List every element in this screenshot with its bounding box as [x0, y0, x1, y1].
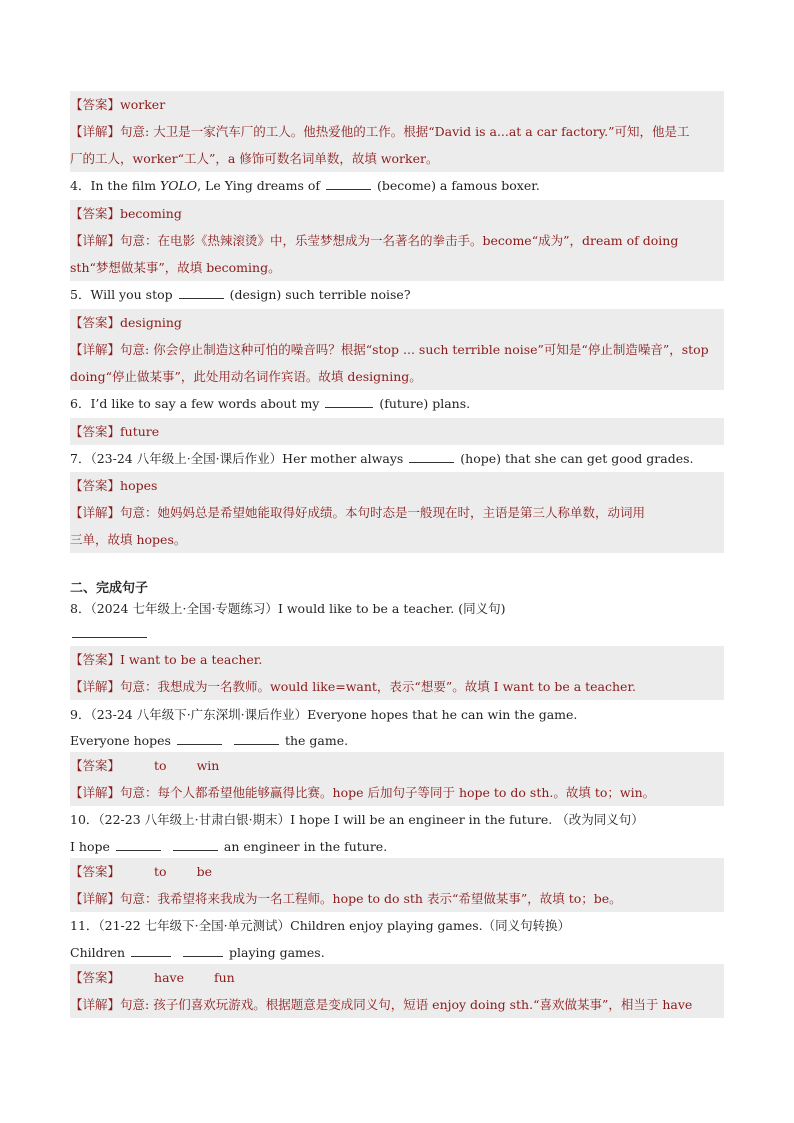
answer-tag: 【答案】 [70, 315, 121, 330]
answer-text: future [120, 424, 160, 439]
answer-line [70, 200, 724, 227]
question-source: （2024 七年级上·全国·专题练习） [90, 601, 278, 616]
answer-blank[interactable] [131, 943, 171, 957]
answer-text: I want to be a teacher. [120, 652, 263, 667]
answer-blank[interactable] [326, 176, 371, 190]
question-number: 11． [70, 918, 99, 933]
detail-line-cont [70, 145, 724, 172]
answer-line [70, 472, 724, 499]
answer-blank[interactable] [72, 624, 147, 638]
detail-line-cont [70, 363, 724, 390]
answer-tag: 【答案】 [70, 652, 121, 667]
question-text: Children [70, 945, 126, 960]
answer-line [70, 752, 724, 779]
detail-text: 厂的工人，worker“工人”，a 修饰可数名词单数，故填 worker。 [70, 151, 439, 166]
detail-text: 句意: 你会停止制造这种可怕的噪音吗？根据“stop ... such terrible noise”可知是“停止制造噪音”，stop [120, 342, 709, 357]
question-text: I hope [70, 839, 110, 854]
question-4 [70, 172, 724, 199]
detail-tag: 【详解】 [70, 679, 121, 694]
question-text: Children enjoy playing games.（同义句转换） [290, 918, 571, 933]
detail-text: 句意：在电影《热辣滚烫》中，乐莹梦想成为一名著名的拳击手。become“成为”，dream of doing [120, 233, 679, 248]
detail-tag: 【详解】 [70, 891, 121, 906]
question-source: （21-22 七年级下·全国·单元测试） [98, 918, 291, 933]
question-text: In the film [90, 178, 157, 193]
answer-line [70, 309, 724, 336]
question-source: （23-24 八年级下·广东深圳·课后作业） [90, 707, 308, 722]
answer-blank[interactable] [173, 837, 218, 851]
detail-text: 句意：每个人都希望他能够赢得比赛。hope 后加句子等同于 hope to do sth.。故填 to；win。 [120, 785, 656, 800]
answer-tag: 【答案】 [70, 424, 121, 439]
question-11-fill [70, 939, 724, 966]
question-text: Everyone hopes that he can win the game. [307, 707, 578, 722]
answer-blank[interactable] [409, 449, 454, 463]
answer-line [70, 91, 724, 118]
question-9 [70, 701, 724, 728]
question-7 [70, 445, 724, 472]
detail-line [70, 885, 724, 912]
detail-line-cont [70, 254, 724, 281]
question-text: (hope) that she can get good grades. [460, 451, 694, 466]
question-text: the game. [284, 733, 349, 748]
answer-line [70, 646, 724, 673]
detail-text: sth“梦想做某事”，故填 becoming。 [70, 260, 281, 275]
detail-text: 句意: 大卫是一家汽车厂的工人。他热爱他的工作。根据“David is a...at a car factory.”可知，他是工 [120, 124, 690, 139]
detail-line [70, 779, 724, 806]
answer-line [70, 964, 724, 991]
detail-text: 句意：我想成为一名教师。would like=want，表示“想要”。故填 I want to be a teacher. [120, 679, 637, 694]
question-source: （23-24 八年级上·全国·课后作业） [90, 451, 283, 466]
detail-tag: 【详解】 [70, 997, 121, 1012]
question-text: I would like to be a teacher. (同义句) [277, 601, 506, 616]
detail-line [70, 991, 724, 1018]
detail-text: 句意: 孩子们喜欢玩游戏。根据题意是变成同义句，短语 enjoy doing sth.“喜欢做某事”，相当于 have [120, 997, 693, 1012]
answer-text: to [154, 758, 167, 773]
detail-line [70, 673, 724, 700]
answer-blank[interactable] [177, 731, 222, 745]
question-number: 10． [70, 812, 99, 827]
question-number: 6． [70, 396, 91, 411]
detail-tag: 【详解】 [70, 124, 121, 139]
answer-text: designing [120, 315, 182, 330]
answer-text: win [196, 758, 220, 773]
detail-line [70, 499, 724, 526]
answer-blank[interactable] [234, 731, 279, 745]
answer-text: hopes [120, 478, 158, 493]
answer-text: worker [120, 97, 166, 112]
question-number: 4． [70, 178, 91, 193]
question-number: 7． [70, 451, 91, 466]
answer-text: be [196, 864, 212, 879]
question-10 [70, 806, 724, 833]
question-8 [70, 595, 724, 622]
detail-tag: 【详解】 [70, 505, 121, 520]
answer-tag: 【答案】 [70, 206, 121, 221]
question-number: 8． [70, 601, 91, 616]
question-text: Will you stop [90, 287, 173, 302]
question-text: an engineer in the future. [223, 839, 388, 854]
question-text: (design) such terrible noise? [229, 287, 411, 302]
answer-tag: 【答案】 [70, 864, 121, 879]
question-text: (future) plans. [379, 396, 471, 411]
question-number: 5． [70, 287, 91, 302]
answer-blank[interactable] [325, 394, 373, 408]
detail-line [70, 227, 724, 254]
question-9-fill [70, 727, 724, 754]
detail-text: 三单，故填 hopes。 [70, 532, 187, 547]
question-text: Her mother always [282, 451, 404, 466]
answer-blank[interactable] [183, 943, 223, 957]
question-source: （22-23 八年级上·甘肃白银·期末） [98, 812, 291, 827]
detail-text: 句意：她妈妈总是希望她能取得好成绩。本句时态是一般现在时，主语是第三人称单数，动词用 [120, 505, 646, 520]
detail-tag: 【详解】 [70, 342, 121, 357]
answer-line [70, 418, 724, 445]
section-heading: 二、完成句子 [70, 581, 149, 596]
answer-text: have [154, 970, 184, 985]
detail-tag: 【详解】 [70, 785, 121, 800]
answer-tag: 【答案】 [70, 758, 121, 773]
question-text: I hope I will be an engineer in the future. （改为同义句） [290, 812, 644, 827]
detail-line [70, 336, 724, 363]
question-text: playing games. [229, 945, 325, 960]
question-10-fill [70, 833, 724, 860]
answer-text: to [154, 864, 167, 879]
answer-line [70, 858, 724, 885]
detail-line-cont [70, 526, 724, 553]
answer-tag: 【答案】 [70, 97, 121, 112]
answer-blank-line [70, 620, 724, 647]
question-5 [70, 281, 724, 308]
answer-blank[interactable] [179, 285, 224, 299]
answer-text: becoming [120, 206, 182, 221]
answer-tag: 【答案】 [70, 970, 121, 985]
detail-text: doing“停止做某事”，此处用动名词作宾语。故填 designing。 [70, 369, 422, 384]
film-title: YOLO [160, 178, 198, 193]
answer-text: fun [213, 970, 235, 985]
detail-tag: 【详解】 [70, 233, 121, 248]
question-text: , Le Ying dreams of [197, 178, 321, 193]
answer-blank[interactable] [116, 837, 161, 851]
question-number: 9． [70, 707, 91, 722]
question-6 [70, 390, 724, 417]
question-11 [70, 912, 724, 939]
answer-tag: 【答案】 [70, 478, 121, 493]
question-text: Everyone hopes [70, 733, 171, 748]
detail-line [70, 118, 724, 145]
question-text: (become) a famous boxer. [377, 178, 540, 193]
question-text: I’d like to say a few words about my [90, 396, 320, 411]
detail-text: 句意：我希望将来我成为一名工程师。hope to do sth 表示“希望做某事”，故填 to；be。 [120, 891, 622, 906]
